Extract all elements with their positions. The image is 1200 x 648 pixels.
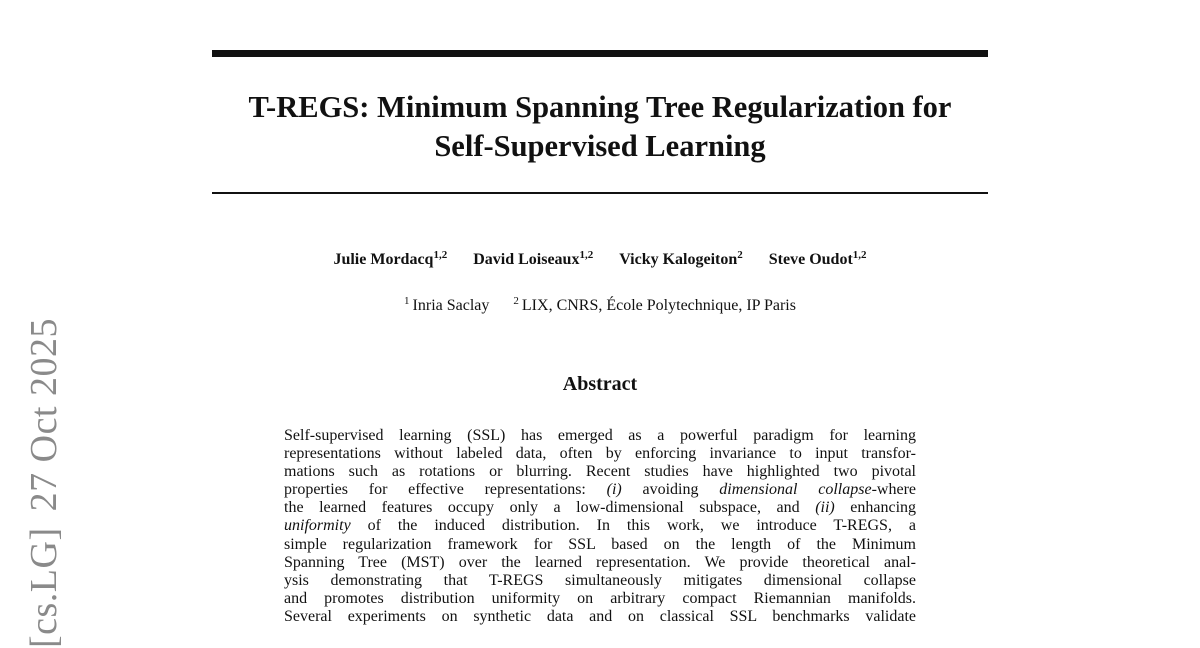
abstract-emphasis: uniformity [284, 517, 351, 535]
abstract-line [284, 427, 916, 445]
arxiv-date: 27 Oct 2025 [23, 318, 65, 512]
author [333, 249, 447, 269]
abstract-text: the learned features occupy only a low-dimensional subspace, and [284, 499, 816, 517]
affiliation [404, 295, 489, 315]
arxiv-side-stamp [22, 318, 66, 648]
abstract-line [284, 517, 916, 535]
author-list [212, 249, 988, 269]
abstract-line [284, 608, 916, 626]
author-name: Steve Oudot [768, 251, 853, 268]
abstract-text: ysis demonstrating that T-REGS simultaneously mitigates dimensional collapse [284, 571, 916, 589]
author [473, 249, 593, 269]
abstract-text: properties for effective representations: [284, 481, 607, 499]
abstract-line [284, 445, 916, 463]
affiliation-name: Inria Saclay [412, 297, 490, 314]
abstract-line [284, 481, 916, 499]
paper-title [212, 88, 988, 166]
abstract-text: representations without labeled data, often by enforcing invariance to input transfor- [284, 445, 916, 463]
abstract-heading: Abstract [562, 373, 638, 395]
abstract-line [284, 499, 916, 517]
affiliation-marker: 2 [513, 295, 519, 307]
title-top-rule [212, 50, 988, 57]
abstract-text: -where [871, 481, 916, 499]
affiliation-name: LIX, CNRS, École Polytechnique, IP Paris [521, 297, 796, 314]
author-name: Vicky Kalogeiton [619, 251, 738, 268]
abstract-line [284, 554, 916, 572]
abstract-text: enhancing [834, 499, 917, 517]
author-affil-marker: 1,2 [852, 249, 867, 261]
title-line: Self-Supervised Learning [434, 129, 766, 163]
title-bottom-rule [212, 192, 988, 194]
author [769, 249, 867, 269]
abstract-text: Self-supervised learning (SSL) has emerged as a powerful paradigm for learning [284, 427, 916, 444]
abstract-line [284, 463, 916, 481]
abstract-text: Several experiments on synthetic data and on classical SSL benchmarks validate [284, 607, 916, 625]
abstract-emphasis: (ii) [815, 499, 835, 517]
abstract-body [284, 427, 916, 626]
abstract-line [284, 590, 916, 608]
arxiv-category: [cs.LG] [23, 527, 65, 648]
affiliation [513, 295, 796, 315]
abstract-text: and promotes distribution uniformity on arbitrary compact Riemannian manifolds. [284, 589, 916, 607]
title-line: T-REGS: Minimum Spanning Tree Regularization for [248, 90, 952, 124]
author-name: David Loiseaux [473, 251, 580, 268]
abstract-text: mations such as rotations or blurring. Recent studies have highlighted two pivotal [284, 463, 916, 481]
author-affil-marker: 1,2 [579, 249, 594, 261]
author [619, 249, 743, 269]
abstract-text: simple regularization framework for SSL based on the length of the Minimum [284, 535, 916, 553]
abstract-emphasis: dimensional collapse [719, 481, 872, 499]
abstract-line [284, 536, 916, 554]
abstract-line [284, 572, 916, 590]
abstract-text: Spanning Tree (MST) over the learned representation. We provide theoretical anal- [284, 553, 916, 571]
affiliation-list [212, 295, 988, 315]
abstract-text: avoiding [621, 481, 720, 499]
author-name: Julie Mordacq [333, 251, 434, 268]
author-affil-marker: 1,2 [433, 249, 448, 261]
abstract-emphasis: (i) [606, 481, 622, 499]
author-affil-marker: 2 [737, 249, 743, 261]
abstract-text: of the induced distribution. In this work, we introduce T-REGS, a [350, 517, 916, 535]
affiliation-marker: 1 [404, 295, 410, 307]
